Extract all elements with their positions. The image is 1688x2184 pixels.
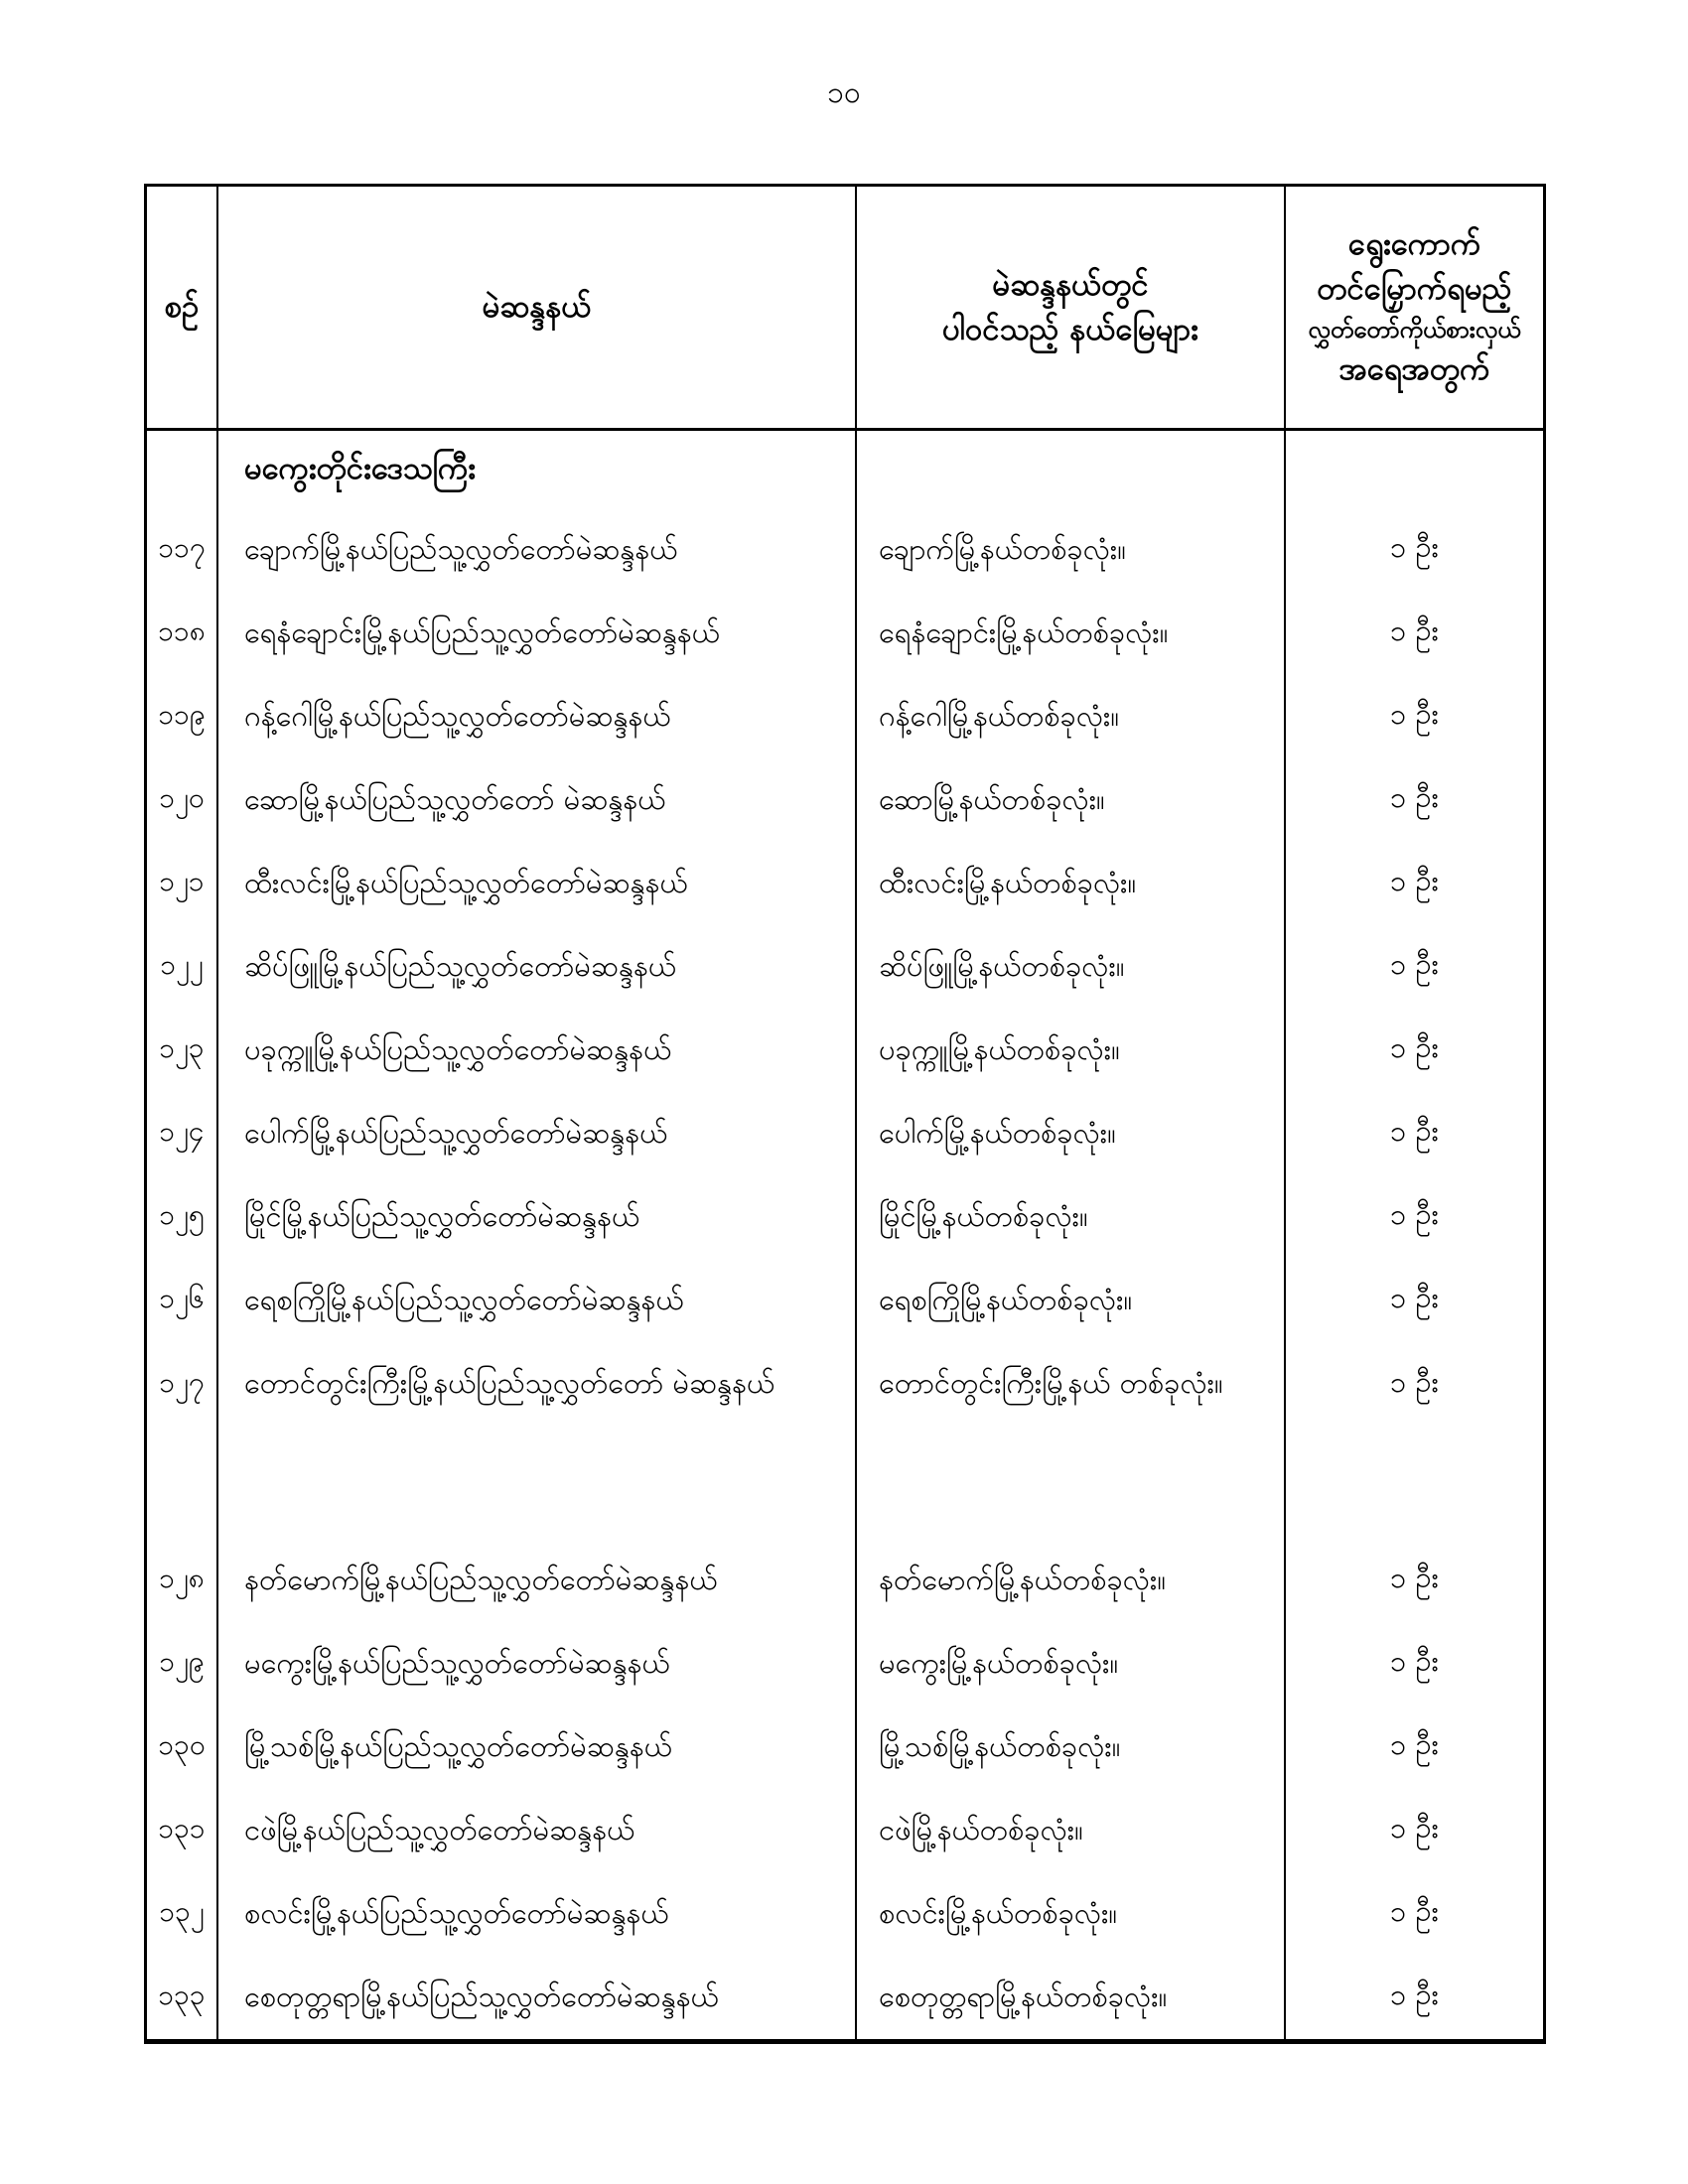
row-representatives-count: ၁ ဦး xyxy=(1390,1810,1439,1844)
row-included-areas: စလင်းမြို့နယ်တစ်ခုလုံး။ xyxy=(857,1872,1286,1956)
row-constituency-name: တောင်တွင်းကြီးမြို့နယ်ပြည်သူ့လွှတ်တော် မဲဆန္ဒနယ် xyxy=(218,1342,857,1539)
section-areas-cell xyxy=(857,431,1286,508)
row-serial-number: ၁၂၂ xyxy=(147,925,218,1009)
row-representatives-count: ၁ ဦး xyxy=(1390,529,1439,564)
row-constituency-name: ရေစကြိုမြို့နယ်ပြည်သူ့လွှတ်တော်မဲဆန္ဒနယ် xyxy=(218,1259,857,1342)
row-representatives-count: ၁ ဦး xyxy=(1390,1280,1439,1314)
table-row xyxy=(147,1872,1543,1956)
row-included-areas: ထီးလင်းမြို့နယ်တစ်ခုလုံး။ xyxy=(857,842,1286,925)
header-serial-label: စဉ် xyxy=(164,289,200,326)
header-representatives-line3: လွှတ်တော်ကိုယ်စားလှယ် xyxy=(1308,315,1521,343)
row-representatives-count: ၁ ဦး xyxy=(1390,1643,1439,1678)
row-representatives-count: ၁ ဦး xyxy=(1390,613,1439,647)
header-representatives-count xyxy=(1286,187,1543,428)
header-included-areas-line1: မဲဆန္ဒနယ်တွင် xyxy=(992,266,1149,303)
row-serial-number: ၁၂၈ xyxy=(147,1539,218,1622)
row-serial-number: ၁၂၇ xyxy=(147,1342,218,1539)
row-serial-number: ၁၂၅ xyxy=(147,1175,218,1259)
table-row xyxy=(147,1789,1543,1872)
row-serial-number: ၁၃၁ xyxy=(147,1789,218,1872)
table-row xyxy=(147,675,1543,758)
row-serial-number: ၁၂၆ xyxy=(147,1259,218,1342)
row-serial-number: ၁၂၃ xyxy=(147,1009,218,1092)
table-row xyxy=(147,1259,1543,1342)
row-constituency-name: မြို့သစ်မြို့နယ်ပြည်သူ့လွှတ်တော်မဲဆန္ဒနယ် xyxy=(218,1706,857,1789)
row-serial-number: ၁၃၂ xyxy=(147,1872,218,1956)
table-row xyxy=(147,842,1543,925)
region-section-row xyxy=(147,431,1543,508)
constituency-table xyxy=(144,184,1546,2044)
row-serial-number: ၁၃၀ xyxy=(147,1706,218,1789)
row-representatives-count: ၁ ဦး xyxy=(1390,1977,1439,2011)
row-included-areas: ပခုက္ကူမြို့နယ်တစ်ခုလုံး။ xyxy=(857,1009,1286,1092)
row-constituency-name: ထီးလင်းမြို့နယ်ပြည်သူ့လွှတ်တော်မဲဆန္ဒနယ် xyxy=(218,842,857,925)
row-included-areas: မကွေးမြို့နယ်တစ်ခုလုံး။ xyxy=(857,1622,1286,1706)
header-constituency-label: မဲဆန္ဒနယ် xyxy=(482,289,592,326)
header-constituency xyxy=(218,187,857,428)
table-row xyxy=(147,925,1543,1009)
row-constituency-name: စေတုတ္တရာမြို့နယ်ပြည်သူ့လွှတ်တော်မဲဆန္ဒနယ် xyxy=(218,1956,857,2039)
table-row xyxy=(147,1956,1543,2039)
row-serial-number: ၁၂၀ xyxy=(147,758,218,842)
table-row xyxy=(147,1539,1543,1622)
row-constituency-name: ရေနံချောင်းမြို့နယ်ပြည်သူ့လွှတ်တော်မဲဆန္ဒနယ် xyxy=(218,592,857,675)
section-count-cell xyxy=(1286,431,1543,508)
region-section-title: မကွေးတိုင်းဒေသကြီး xyxy=(218,431,857,508)
row-included-areas: နတ်မောက်မြို့နယ်တစ်ခုလုံး။ xyxy=(857,1539,1286,1622)
row-included-areas: ဆိပ်ဖြူမြို့နယ်တစ်ခုလုံး။ xyxy=(857,925,1286,1009)
row-constituency-name: ပခုက္ကူမြို့နယ်ပြည်သူ့လွှတ်တော်မဲဆန္ဒနယ် xyxy=(218,1009,857,1092)
table-row xyxy=(147,1706,1543,1789)
table-row xyxy=(147,1092,1543,1175)
row-serial-number: ၁၂၁ xyxy=(147,842,218,925)
row-included-areas: ချောက်မြို့နယ်တစ်ခုလုံး။ xyxy=(857,508,1286,592)
row-included-areas: ရေနံချောင်းမြို့နယ်တစ်ခုလုံး။ xyxy=(857,592,1286,675)
table-row xyxy=(147,1342,1543,1539)
row-representatives-count: ၁ ဦး xyxy=(1390,1113,1439,1148)
row-representatives-count: ၁ ဦး xyxy=(1390,1893,1439,1928)
header-representatives-line2: တင်မြှောက်ရမည့် xyxy=(1317,271,1512,308)
row-representatives-count: ၁ ဦး xyxy=(1390,1196,1439,1231)
row-constituency-name: ဂန့်ဂေါမြို့နယ်ပြည်သူ့လွှတ်တော်မဲဆန္ဒနယ် xyxy=(218,675,857,758)
table-body xyxy=(147,431,1543,2039)
row-included-areas: ဆောမြို့နယ်တစ်ခုလုံး။ xyxy=(857,758,1286,842)
header-representatives-line1: ရွေးကောက် xyxy=(1347,226,1481,263)
row-serial-number: ၁၃၃ xyxy=(147,1956,218,2039)
table-row xyxy=(147,592,1543,675)
row-serial-number: ၁၁၉ xyxy=(147,675,218,758)
row-constituency-name: စလင်းမြို့နယ်ပြည်သူ့လွှတ်တော်မဲဆန္ဒနယ် xyxy=(218,1872,857,1956)
row-constituency-name: မြိုင်မြို့နယ်ပြည်သူ့လွှတ်တော်မဲဆန္ဒနယ် xyxy=(218,1175,857,1259)
row-included-areas: စေတုတ္တရာမြို့နယ်တစ်ခုလုံး။ xyxy=(857,1956,1286,2039)
table-row xyxy=(147,1175,1543,1259)
table-row xyxy=(147,1622,1543,1706)
header-included-areas xyxy=(857,187,1286,428)
row-constituency-name: ချောက်မြို့နယ်ပြည်သူ့လွှတ်တော်မဲဆန္ဒနယ် xyxy=(218,508,857,592)
row-representatives-count: ၁ ဦး xyxy=(1390,1029,1439,1064)
row-included-areas: တောင်တွင်းကြီးမြို့နယ် တစ်ခုလုံး။ xyxy=(857,1342,1286,1539)
header-included-areas-line2: ပါဝင်သည့် နယ်မြေများ xyxy=(941,311,1199,347)
row-representatives-count: ၁ ဦး xyxy=(1390,863,1439,897)
row-constituency-name: ငဖဲမြို့နယ်ပြည်သူ့လွှတ်တော်မဲဆန္ဒနယ် xyxy=(218,1789,857,1872)
table-header-row xyxy=(147,187,1543,431)
row-serial-number: ၁၂၉ xyxy=(147,1622,218,1706)
row-constituency-name: နတ်မောက်မြို့နယ်ပြည်သူ့လွှတ်တော်မဲဆန္ဒနယ် xyxy=(218,1539,857,1622)
row-included-areas: ဂန့်ဂေါမြို့နယ်တစ်ခုလုံး။ xyxy=(857,675,1286,758)
row-constituency-name: မကွေးမြို့နယ်ပြည်သူ့လွှတ်တော်မဲဆန္ဒနယ် xyxy=(218,1622,857,1706)
row-constituency-name: ဆောမြို့နယ်ပြည်သူ့လွှတ်တော် မဲဆန္ဒနယ် xyxy=(218,758,857,842)
row-included-areas: ပေါက်မြို့နယ်တစ်ခုလုံး။ xyxy=(857,1092,1286,1175)
row-constituency-name: ပေါက်မြို့နယ်ပြည်သူ့လွှတ်တော်မဲဆန္ဒနယ် xyxy=(218,1092,857,1175)
row-included-areas: မြို့သစ်မြို့နယ်တစ်ခုလုံး။ xyxy=(857,1706,1286,1789)
row-included-areas: ငဖဲမြို့နယ်တစ်ခုလုံး။ xyxy=(857,1789,1286,1872)
section-serial-cell xyxy=(147,431,218,508)
row-constituency-name: ဆိပ်ဖြူမြို့နယ်ပြည်သူ့လွှတ်တော်မဲဆန္ဒနယ် xyxy=(218,925,857,1009)
row-representatives-count: ၁ ဦး xyxy=(1390,696,1439,731)
page-number: ၁၀ xyxy=(827,75,861,110)
row-serial-number: ၁၂၄ xyxy=(147,1092,218,1175)
header-serial xyxy=(147,187,218,428)
row-representatives-count: ၁ ဦး xyxy=(1390,779,1439,814)
row-serial-number: ၁၁၈ xyxy=(147,592,218,675)
table-row xyxy=(147,508,1543,592)
row-included-areas: မြိုင်မြို့နယ်တစ်ခုလုံး။ xyxy=(857,1175,1286,1259)
table-row xyxy=(147,758,1543,842)
table-row xyxy=(147,1009,1543,1092)
row-representatives-count: ၁ ဦး xyxy=(1390,1726,1439,1761)
row-serial-number: ၁၁၇ xyxy=(147,508,218,592)
row-representatives-count: ၁ ဦး xyxy=(1390,946,1439,981)
header-representatives-line4: အရေအတွက် xyxy=(1338,350,1490,387)
row-included-areas: ရေစကြိုမြို့နယ်တစ်ခုလုံး။ xyxy=(857,1259,1286,1342)
row-representatives-count: ၁ ဦး xyxy=(1390,1560,1439,1594)
row-representatives-count: ၁ ဦး xyxy=(1390,1365,1439,1399)
